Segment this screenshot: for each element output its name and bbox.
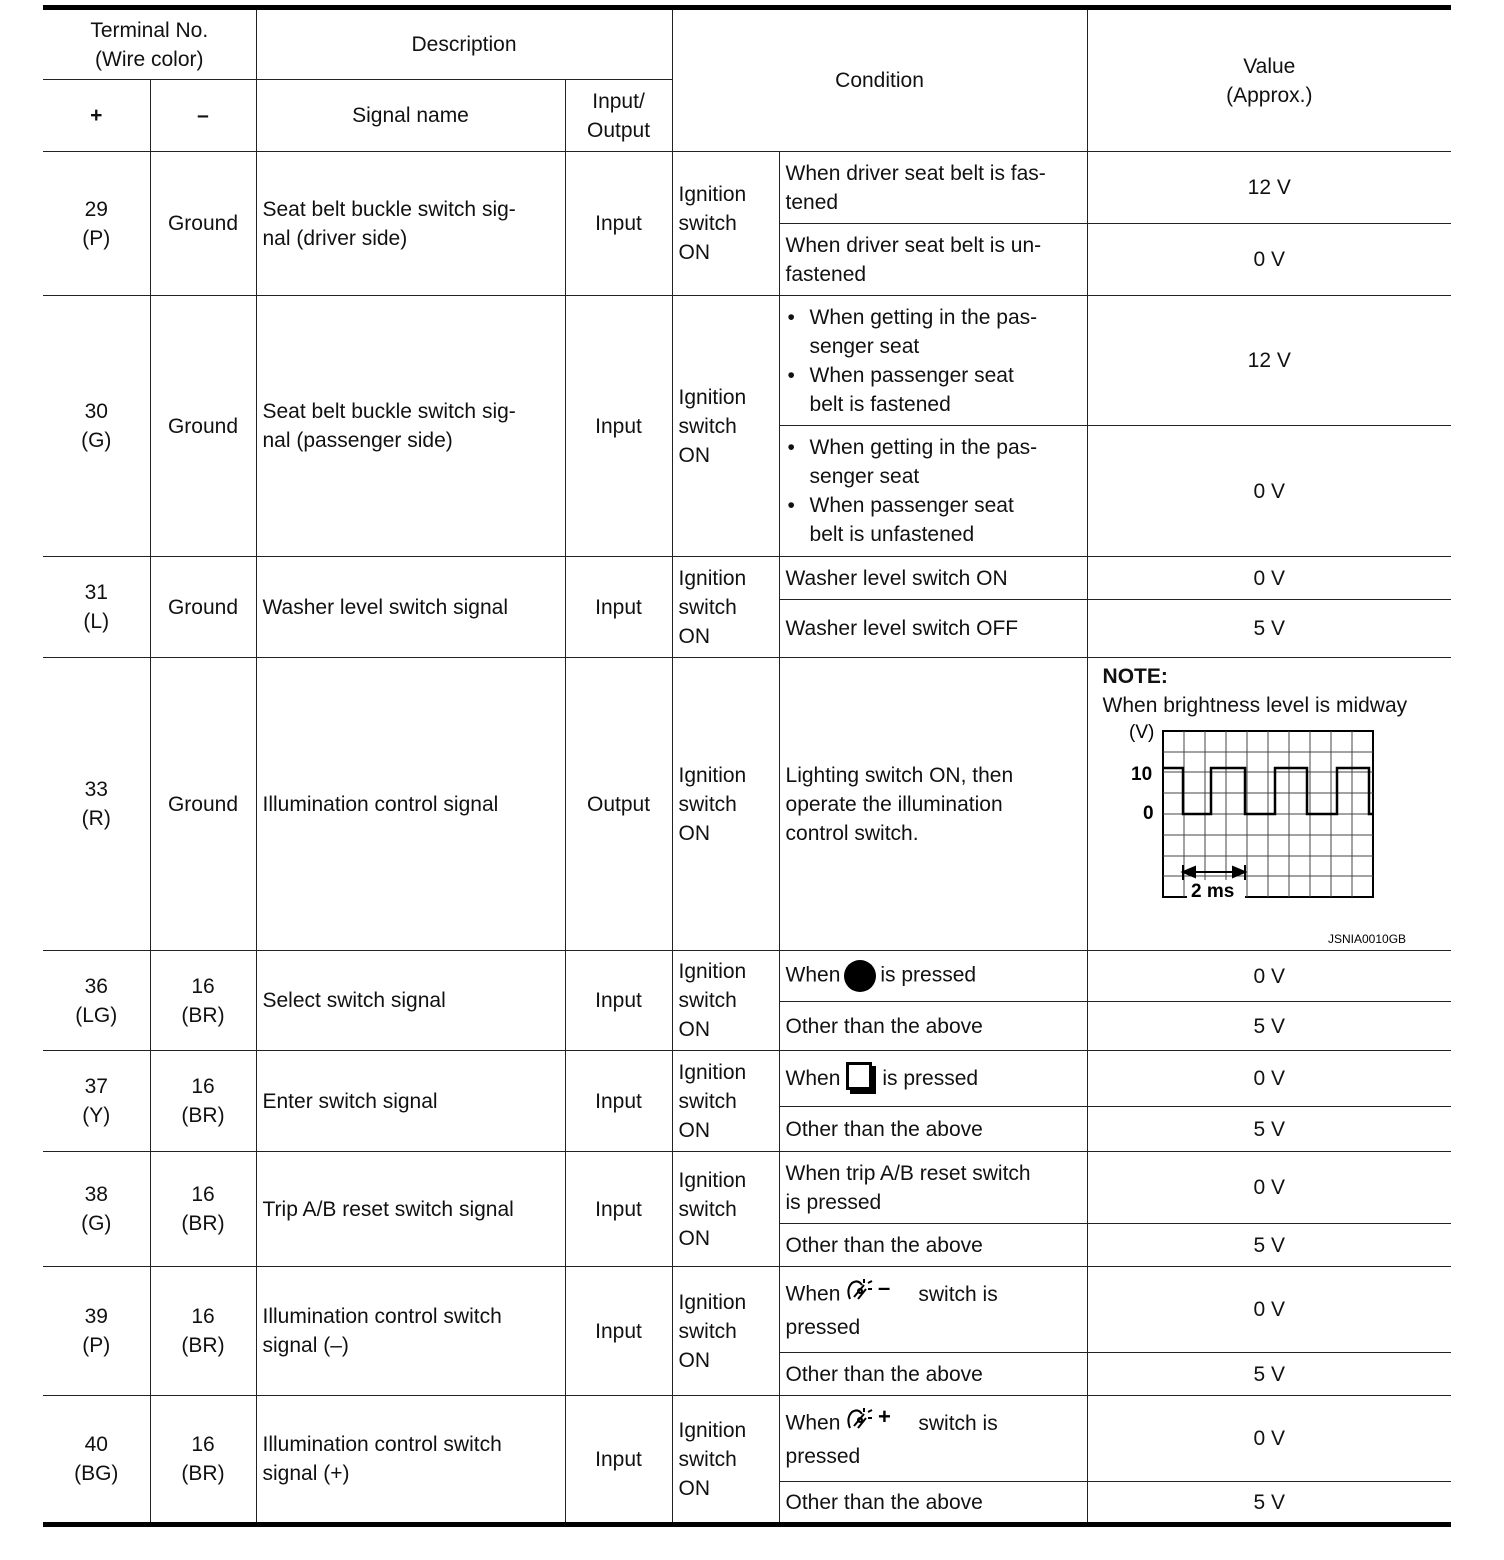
terminal-33 [43, 658, 150, 951]
value: 5 V [1087, 600, 1451, 658]
svg-text:+: + [878, 1406, 892, 1429]
signal-name: Seat belt buckle switch sig- nal (driver side) [256, 152, 565, 296]
header-description: Description [256, 8, 672, 80]
minus-terminal: Ground [150, 557, 256, 658]
terminal-number: 37 [84, 1075, 108, 1098]
io-type: Input [565, 1267, 672, 1396]
ignition-condition: Ignition switch ON [672, 296, 779, 557]
io-type: Input [565, 557, 672, 658]
condition-post2: pressed [785, 1445, 861, 1468]
bullet-item: • When passenger seat belt is fastened [786, 361, 1081, 419]
condition-text [779, 1267, 1087, 1353]
minus-terminal: Ground [150, 296, 256, 557]
condition-text: Other than the above [779, 1002, 1087, 1051]
minus-terminal [150, 1267, 256, 1396]
note-cell [1087, 658, 1451, 951]
waveform-svg [1103, 720, 1443, 950]
ignition-condition: Ignition switch ON [672, 152, 779, 296]
condition-post: is pressed [880, 963, 977, 987]
io-type: Input [565, 1396, 672, 1525]
wire-color: (R) [81, 807, 111, 830]
wire-color: (P) [82, 226, 111, 250]
terminal-number: 33 [84, 778, 108, 801]
terminal-number: 38 [84, 1183, 108, 1206]
terminal-number: 16 [191, 1433, 215, 1456]
value: 0 V [1087, 1051, 1451, 1107]
terminal-number: 16 [191, 1305, 215, 1328]
io-type: Output [565, 658, 672, 951]
header-signal-name: Signal name [256, 80, 565, 152]
value: 0 V [1087, 426, 1451, 557]
condition-bullets [779, 426, 1087, 557]
condition-text: When trip A/B reset switch is pressed [779, 1152, 1087, 1224]
header-io: Input/ Output [565, 80, 672, 152]
header-condition: Condition [672, 8, 1087, 152]
terminal-37 [43, 1051, 150, 1152]
signal-name: Illumination control switch signal (–) [256, 1267, 565, 1396]
terminal-number: 31 [84, 581, 108, 604]
terminal-31 [43, 557, 150, 658]
terminal-number: 30 [84, 400, 108, 423]
value: 0 V [1087, 1152, 1451, 1224]
wire-color: (G) [81, 1212, 112, 1235]
header-minus: – [150, 80, 256, 152]
value: 12 V [1087, 296, 1451, 426]
condition-post2: pressed [785, 1316, 861, 1339]
wire-color: (BR) [181, 1212, 225, 1235]
value: 0 V [1087, 1396, 1451, 1482]
io-type: Input [565, 152, 672, 296]
condition-text: Washer level switch OFF [779, 600, 1087, 658]
signal-name: Washer level switch signal [256, 557, 565, 658]
condition-text: Other than the above [779, 1107, 1087, 1152]
condition-bullets [779, 296, 1087, 426]
signal-name: Select switch signal [256, 951, 565, 1051]
ignition-condition: Ignition switch ON [672, 658, 779, 951]
wire-color: (G) [81, 429, 112, 452]
y-tick-hi: 10 [1130, 764, 1152, 785]
header-value: Value (Approx.) [1087, 8, 1451, 152]
waveform-figure [1103, 720, 1446, 950]
minus-terminal [150, 1051, 256, 1152]
condition-pre: When [785, 1411, 841, 1435]
terminal-number: 16 [191, 1075, 215, 1098]
illumination-minus-icon [844, 1277, 906, 1313]
condition-post: switch is [918, 1282, 998, 1306]
time-scale-label: 2 ms [1190, 881, 1234, 902]
terminal-number: 16 [191, 1183, 215, 1206]
value: 5 V [1087, 1353, 1451, 1396]
condition-post: switch is [918, 1411, 998, 1435]
terminal-40 [43, 1396, 150, 1525]
ignition-condition: Ignition switch ON [672, 1152, 779, 1267]
terminal-29 [43, 152, 150, 296]
ignition-condition: Ignition switch ON [672, 557, 779, 658]
figure-code: JSNIA0010GB [1327, 932, 1406, 946]
condition-post: is pressed [882, 1066, 979, 1090]
value: 0 V [1087, 951, 1451, 1002]
condition-text: Other than the above [779, 1353, 1087, 1396]
terminal-30 [43, 296, 150, 557]
value: 5 V [1087, 1107, 1451, 1152]
io-type: Input [565, 951, 672, 1051]
value: 5 V [1087, 1482, 1451, 1525]
condition-text [779, 1051, 1087, 1107]
wire-color: (P) [82, 1334, 111, 1357]
terminal-36 [43, 951, 150, 1051]
y-unit-label: (V) [1128, 722, 1154, 743]
value: 0 V [1087, 224, 1451, 296]
wire-color: (L) [83, 610, 110, 633]
condition-text: Lighting switch ON, then operate the illumination control switch. [779, 658, 1087, 951]
time-arrow [1183, 865, 1245, 880]
condition-text [779, 951, 1087, 1002]
minus-terminal [150, 1396, 256, 1525]
condition-pre: When [785, 1282, 841, 1306]
header-plus: + [43, 80, 150, 152]
minus-terminal: Ground [150, 658, 256, 951]
io-type: Input [565, 1152, 672, 1267]
terminal-38 [43, 1152, 150, 1267]
wire-color: (LG) [75, 1003, 118, 1027]
bullet-item: • When getting in the pas- senger seat [786, 433, 1081, 491]
bullet-item: • When passenger seat belt is unfastened [786, 491, 1081, 549]
condition-pre: When [785, 1066, 841, 1090]
minus-terminal: Ground [150, 152, 256, 296]
illumination-plus-icon [844, 1406, 906, 1442]
wire-color: (BG) [74, 1462, 119, 1485]
note-title: NOTE: [1102, 665, 1168, 688]
condition-pre: When [785, 963, 841, 987]
wire-color: (BR) [181, 1462, 225, 1485]
header-terminal: Terminal No. (Wire color) [43, 8, 256, 80]
wire-color: (Y) [82, 1104, 111, 1127]
signal-name: Enter switch signal [256, 1051, 565, 1152]
minus-terminal [150, 951, 256, 1051]
value: 12 V [1087, 152, 1451, 224]
terminal-number: 40 [84, 1433, 108, 1456]
value: 0 V [1087, 1267, 1451, 1353]
enter-square-icon [846, 1062, 872, 1090]
wire-color: (BR) [181, 1003, 225, 1027]
terminal-number: 39 [84, 1305, 108, 1328]
note-text: When brightness level is midway [1102, 694, 1408, 717]
value: 0 V [1087, 557, 1451, 600]
condition-text: Other than the above [779, 1482, 1087, 1525]
condition-text [779, 1396, 1087, 1482]
value: 5 V [1087, 1224, 1451, 1267]
condition-text: When driver seat belt is fas- tened [779, 152, 1087, 224]
terminal-number: 36 [84, 974, 108, 998]
value: 5 V [1087, 1002, 1451, 1051]
condition-text: Washer level switch ON [779, 557, 1087, 600]
signal-name: Trip A/B reset switch signal [256, 1152, 565, 1267]
terminal-39 [43, 1267, 150, 1396]
ignition-condition: Ignition switch ON [672, 951, 779, 1051]
wire-color: (BR) [181, 1334, 225, 1357]
signal-name: Seat belt buckle switch sig- nal (passenger side) [256, 296, 565, 557]
condition-text: When driver seat belt is un- fastened [779, 224, 1087, 296]
io-type: Input [565, 1051, 672, 1152]
minus-terminal [150, 1152, 256, 1267]
bullet-item: • When getting in the pas- senger seat [786, 303, 1081, 361]
wire-color: (BR) [181, 1104, 225, 1127]
filled-circle-icon [844, 960, 876, 992]
ignition-condition: Ignition switch ON [672, 1396, 779, 1525]
ignition-condition: Ignition switch ON [672, 1051, 779, 1152]
ignition-condition: Ignition switch ON [672, 1267, 779, 1396]
terminal-spec-table [43, 5, 1451, 1527]
io-type: Input [565, 296, 672, 557]
terminal-number: 16 [191, 974, 215, 998]
terminal-number: 29 [84, 197, 108, 221]
signal-name: Illumination control signal [256, 658, 565, 951]
y-tick-lo: 0 [1142, 803, 1154, 824]
condition-text: Other than the above [779, 1224, 1087, 1267]
signal-name: Illumination control switch signal (+) [256, 1396, 565, 1525]
svg-text:–: – [878, 1277, 891, 1300]
